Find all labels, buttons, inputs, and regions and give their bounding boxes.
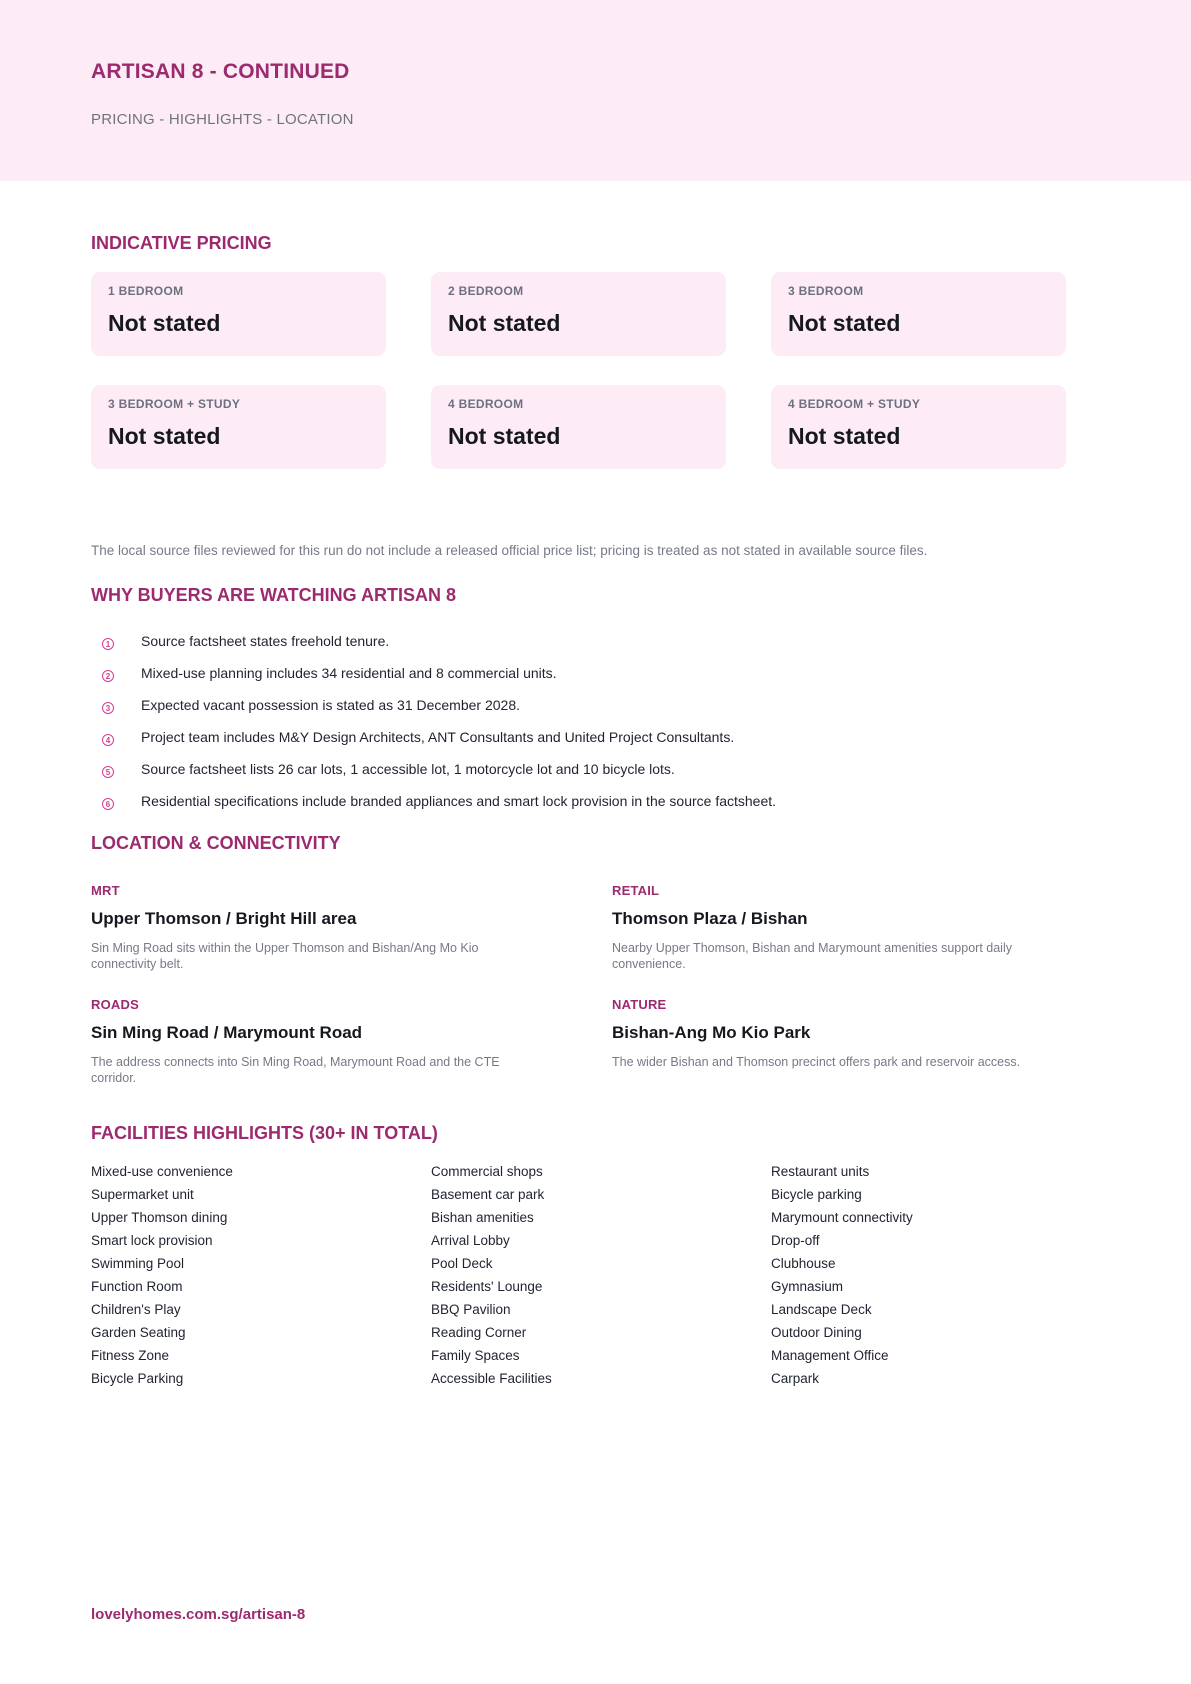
facility-item: Function Room xyxy=(91,1279,183,1294)
list-item xyxy=(91,729,776,761)
pricing-card xyxy=(91,272,386,356)
location-title: Thomson Plaza / Bishan xyxy=(612,909,808,928)
location-item-roads xyxy=(91,997,612,1101)
location-title: Upper Thomson / Bright Hill area xyxy=(91,909,357,928)
location-description: The address connects into Sin Ming Road, Marymount Road and the CTE corridor. xyxy=(91,1055,500,1085)
numbered-bullet-icon: 2 xyxy=(102,670,114,682)
pricing-card-value: Not stated xyxy=(108,310,221,336)
numbered-bullet-icon: 4 xyxy=(102,734,114,746)
location-description: Nearby Upper Thomson, Bishan and Marymount amenities support daily convenience. xyxy=(612,941,1012,971)
numbered-bullet-icon: 6 xyxy=(102,798,114,810)
location-heading: LOCATION & CONNECTIVITY xyxy=(91,833,341,853)
facility-item: Family Spaces xyxy=(431,1348,520,1363)
facility-item: Clubhouse xyxy=(771,1256,836,1271)
highlight-text: Source factsheet states freehold tenure. xyxy=(141,633,390,649)
facility-item: Management Office xyxy=(771,1348,889,1363)
pricing-card xyxy=(771,272,1066,356)
pricing-cards xyxy=(91,272,1066,469)
location-item-mrt xyxy=(91,883,612,987)
pricing-heading: INDICATIVE PRICING xyxy=(91,233,272,253)
facility-item: Landscape Deck xyxy=(771,1302,872,1317)
pricing-card-label: 4 BEDROOM xyxy=(448,397,524,411)
facilities-column xyxy=(771,1164,1066,1394)
pricing-card-value: Not stated xyxy=(448,423,561,449)
facility-item: Smart lock provision xyxy=(91,1233,213,1248)
location-category: RETAIL xyxy=(612,883,660,898)
highlight-text: Mixed-use planning includes 34 residential and 8 commercial units. xyxy=(141,665,557,681)
pricing-card xyxy=(431,385,726,469)
numbered-bullet-icon: 1 xyxy=(102,638,114,650)
facility-item: Bishan amenities xyxy=(431,1210,534,1225)
facility-item: Pool Deck xyxy=(431,1256,493,1271)
facility-item: Bicycle Parking xyxy=(91,1371,184,1386)
facility-item: Swimming Pool xyxy=(91,1256,185,1271)
facility-item: Mixed-use convenience xyxy=(91,1164,233,1179)
highlight-text: Residential specifications include branded appliances and smart lock provision in the source factsheet. xyxy=(141,793,777,809)
footer-link[interactable]: lovelyhomes.com.sg/artisan-8 xyxy=(91,1606,306,1623)
location-item-retail xyxy=(612,883,1066,987)
highlights-heading: WHY BUYERS ARE WATCHING ARTISAN 8 xyxy=(91,585,457,605)
page-title: ARTISAN 8 - CONTINUED xyxy=(91,60,350,83)
facility-item: Upper Thomson dining xyxy=(91,1210,228,1225)
pricing-card-value: Not stated xyxy=(788,423,901,449)
pricing-card-label: 2 BEDROOM xyxy=(448,284,524,298)
page-subtitle: PRICING - HIGHLIGHTS - LOCATION xyxy=(91,111,354,128)
numbered-bullet-icon: 3 xyxy=(102,702,114,714)
facility-item: Supermarket unit xyxy=(91,1187,194,1202)
facility-item: Carpark xyxy=(771,1371,820,1386)
facility-item: Reading Corner xyxy=(431,1325,527,1340)
list-item xyxy=(91,761,776,793)
facility-item: Fitness Zone xyxy=(91,1348,170,1363)
location-grid xyxy=(91,883,1066,1101)
pricing-card-value: Not stated xyxy=(448,310,561,336)
facilities-column xyxy=(431,1164,771,1394)
hero-banner xyxy=(0,0,1191,181)
pricing-card xyxy=(431,272,726,356)
location-description: The wider Bishan and Thomson precinct offers park and reservoir access. xyxy=(612,1055,1021,1069)
pricing-card-label: 3 BEDROOM xyxy=(788,284,864,298)
facility-item: Bicycle parking xyxy=(771,1187,862,1202)
facilities-column xyxy=(91,1164,431,1394)
highlight-text: Project team includes M&Y Design Architects, ANT Consultants and United Project Consultants. xyxy=(141,729,735,745)
pricing-card-label: 3 BEDROOM + STUDY xyxy=(108,397,241,411)
facility-item: Restaurant units xyxy=(771,1164,870,1179)
pricing-card-value: Not stated xyxy=(788,310,901,336)
list-item xyxy=(91,697,776,729)
location-title: Sin Ming Road / Marymount Road xyxy=(91,1023,363,1042)
highlights-list xyxy=(91,633,776,825)
pricing-card xyxy=(771,385,1066,469)
pricing-card-label: 4 BEDROOM + STUDY xyxy=(788,397,921,411)
list-item xyxy=(91,793,776,825)
pricing-card-value: Not stated xyxy=(108,423,221,449)
facility-item: Children's Play xyxy=(91,1302,181,1317)
highlight-text: Expected vacant possession is stated as 31 December 2028. xyxy=(141,697,520,713)
facility-item: Basement car park xyxy=(431,1187,545,1202)
facility-item: BBQ Pavilion xyxy=(431,1302,511,1317)
facility-item: Commercial shops xyxy=(431,1164,543,1179)
facility-item: Residents' Lounge xyxy=(431,1279,543,1294)
highlight-text: Source factsheet lists 26 car lots, 1 accessible lot, 1 motorcycle lot and 10 bicycle lots. xyxy=(141,761,675,777)
facility-item: Garden Seating xyxy=(91,1325,186,1340)
pricing-note: The local source files reviewed for this run do not include a released official price list; pricing is treated as not stated in available source files. xyxy=(91,543,928,558)
location-description: Sin Ming Road sits within the Upper Thomson and Bishan/Ang Mo Kio connectivity belt. xyxy=(91,941,479,971)
pricing-card xyxy=(91,385,386,469)
facility-item: Gymnasium xyxy=(771,1279,844,1294)
list-item xyxy=(91,665,776,697)
facilities-grid xyxy=(91,1164,1066,1394)
facility-item: Arrival Lobby xyxy=(431,1233,510,1248)
numbered-bullet-icon: 5 xyxy=(102,766,114,778)
location-category: NATURE xyxy=(612,997,667,1012)
location-title: Bishan-Ang Mo Kio Park xyxy=(612,1023,811,1042)
location-category: MRT xyxy=(91,883,120,898)
facility-item: Drop-off xyxy=(771,1233,820,1248)
facility-item: Outdoor Dining xyxy=(771,1325,862,1340)
list-item xyxy=(91,633,776,665)
pricing-card-label: 1 BEDROOM xyxy=(108,284,184,298)
facility-item: Marymount connectivity xyxy=(771,1210,913,1225)
location-item-nature xyxy=(612,997,1066,1101)
location-category: ROADS xyxy=(91,997,139,1012)
facilities-heading: FACILITIES HIGHLIGHTS (30+ IN TOTAL) xyxy=(91,1123,438,1143)
facility-item: Accessible Facilities xyxy=(431,1371,552,1386)
